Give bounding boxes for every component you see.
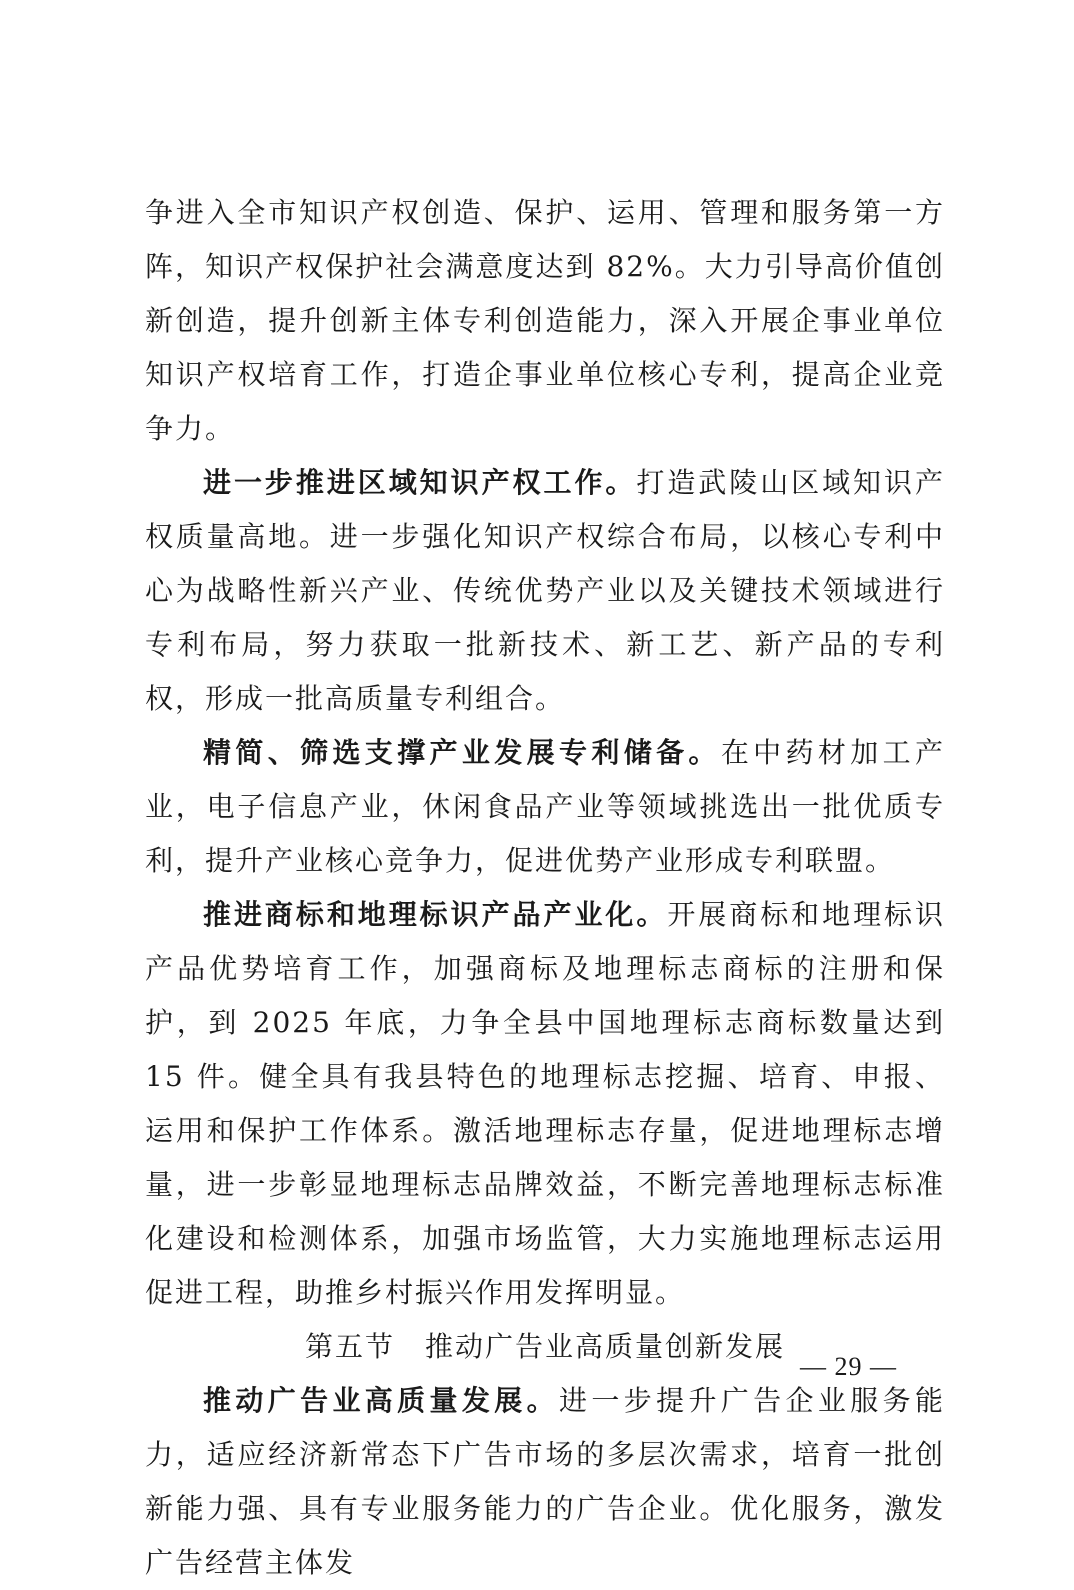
paragraph-text: 争进入全市知识产权创造、保护、运用、管理和服务第一方阵，知识产权保护社会满意度达到 82%。大力引导高价值创新创造，提升创新主体专利创造能力，深入开展企事业单位知识产权培育工作，打造企事业单位核心专利，提高企业竞争力。 bbox=[145, 196, 945, 445]
paragraph-text: 在中药材加工产业，电子信息产业，休闲食品产业等领域挑选出一批优质专利，提升产业核心竞争力，促进优势产业形成专利联盟。 bbox=[145, 736, 945, 877]
paragraph-text: 打造武陵山区域知识产权质量高地。进一步强化知识产权综合布局，以核心专利中心为战略性新兴产业、传统优势产业以及关键技术领域进行专利布局，努力获取一批新技术、新工艺、新产品的专利权，形成一批高质量专利组合。 bbox=[145, 466, 945, 715]
paragraph-heading: 进一步推进区域知识产权工作。 bbox=[203, 466, 637, 499]
paragraph-advertising bbox=[145, 1374, 945, 1590]
page-number: — 29 — bbox=[800, 1352, 897, 1381]
paragraph-text: 开展商标和地理标识产品优势培育工作，加强商标及地理标志商标的注册和保护，到 2025 年底，力争全县中国地理标志商标数量达到 15 件。健全具有我县特色的地理标志挖掘、培育、申报、运用和保护工作体系。激活地理标志存量，促进地理标志增量，进一步彰显地理标志品牌效益，不断完善地理标志标准化建设和检测体系，加强市场监管，大力实施地理标志运用促进工程，助推乡村振兴作用发挥明显。 bbox=[145, 898, 945, 1309]
paragraph-ip-creation bbox=[145, 186, 945, 456]
paragraph-text: 进一步提升广告企业服务能力，适应经济新常态下广告市场的多层次需求，培育一批创新能力强、具有专业服务能力的广告企业。优化服务，激发广告经营主体发 bbox=[145, 1384, 945, 1579]
paragraph-trademark-geo bbox=[145, 888, 945, 1320]
paragraph-heading: 精简、筛选支撑产业发展专利储备。 bbox=[203, 736, 721, 769]
paragraph-regional-ip bbox=[145, 456, 945, 726]
section-title: 第五节 推动广告业高质量创新发展 bbox=[304, 1330, 785, 1363]
paragraph-patent-reserve bbox=[145, 726, 945, 888]
paragraph-heading: 推动广告业高质量发展。 bbox=[203, 1384, 559, 1417]
paragraph-heading: 推进商标和地理标识产品产业化。 bbox=[203, 898, 668, 931]
